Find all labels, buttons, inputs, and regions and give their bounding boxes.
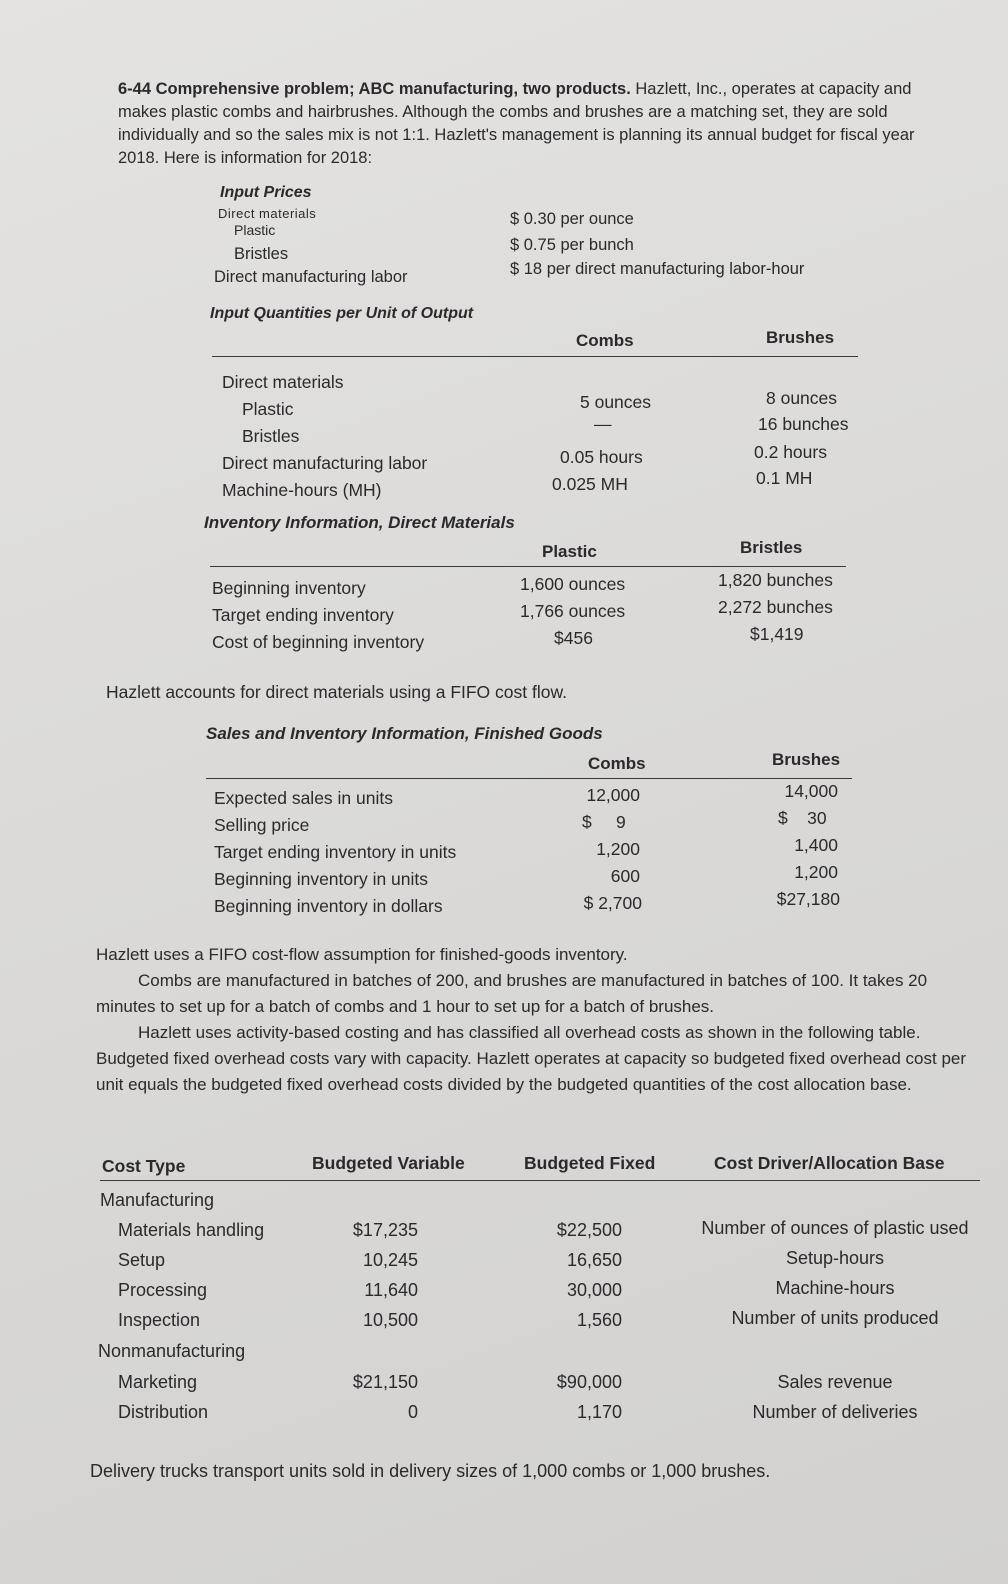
dm-fifo-note: Hazlett accounts for direct materials using a FIFO cost flow. xyxy=(106,682,568,702)
price-label-bristles: Bristles xyxy=(234,245,289,263)
fg-label-begin-dollars: Beginning inventory in dollars xyxy=(214,896,443,916)
iq-combs-plastic: 5 ounces xyxy=(580,392,652,412)
fg-rule xyxy=(206,778,852,779)
dm-label-cost: Cost of beginning inventory xyxy=(212,632,425,652)
oh-driver-distribution: Number of deliveries xyxy=(752,1402,918,1422)
oh-fixed-materials-handling: $22,500 xyxy=(556,1220,622,1240)
iq-label-plastic: Plastic xyxy=(242,399,294,419)
fg-title: Sales and Inventory Information, Finished Goods xyxy=(206,724,603,743)
iq-combs-machine-hours: 0.025 MH xyxy=(552,474,628,494)
oh-row-manufacturing: Manufacturing xyxy=(100,1190,215,1210)
iq-brushes-labor: 0.2 hours xyxy=(754,442,827,462)
intro-paragraph xyxy=(118,78,948,170)
price-value-bristles: $ 0.75 per bunch xyxy=(510,236,634,254)
paragraph-2: Combs are manufactured in batches of 200, and brushes are manufactured in batches of 100. It takes 20 minutes to set up for a batch of combs and 1 hour to set up for a batch of brushes. xyxy=(96,971,928,1016)
paragraph-3: Hazlett uses activity-based costing and has classified all overhead costs as shown in the following table. Budgeted fixed overhead costs vary with capacity. Hazlett operates at capacity so budgeted fixed overhead cost per unit equals the budgeted fixed overhead costs divided by the budgeted quantities of the cost allocation base. xyxy=(96,1023,967,1094)
dm-bristles-target: 2,272 bunches xyxy=(718,597,833,617)
oh-header-fixed: Budgeted Fixed xyxy=(524,1153,656,1173)
fg-brushes-begin-dollars: $27,180 xyxy=(776,889,840,909)
iq-brushes-machine-hours: 0.1 MH xyxy=(756,468,813,488)
oh-fixed-inspection: 1,560 xyxy=(576,1310,622,1330)
dm-label-target: Target ending inventory xyxy=(212,605,394,625)
oh-variable-inspection: 10,500 xyxy=(362,1310,418,1330)
dm-bristles-cost: $1,419 xyxy=(750,624,804,644)
oh-fixed-setup: 16,650 xyxy=(566,1250,622,1270)
iq-label-direct-materials: Direct materials xyxy=(222,372,344,392)
iq-brushes-plastic: 8 ounces xyxy=(766,388,838,408)
price-value-labor: $ 18 per direct manufacturing labor-hour xyxy=(510,260,805,278)
fg-brushes-target: 1,400 xyxy=(794,835,838,855)
iq-brushes-bristles: 16 bunches xyxy=(758,414,849,434)
dm-inventory-title: Inventory Information, Direct Materials xyxy=(204,513,515,532)
input-quantities-col-brushes: Brushes xyxy=(766,328,835,347)
input-quantities-rule xyxy=(212,356,858,357)
fg-combs-target: 1,200 xyxy=(596,839,640,859)
oh-type-processing: Processing xyxy=(118,1280,208,1300)
iq-label-labor: Direct manufacturing labor xyxy=(222,453,428,473)
fg-label-price: Selling price xyxy=(214,815,310,835)
oh-driver-processing: Machine-hours xyxy=(775,1278,895,1298)
intro-text: Hazlett, Inc., operates at capacity and makes plastic combs and hairbrushes. Although the combs and brushes are a matching set, they are sold individually and so the sales mix is not 1:1. Hazlett's management is planning its annual budget for fiscal year 2018. Here is information for 2018: xyxy=(118,80,915,167)
iq-label-machine-hours: Machine-hours (MH) xyxy=(222,480,382,500)
oh-header-variable: Budgeted Variable xyxy=(312,1153,465,1173)
input-quantities-col-combs: Combs xyxy=(576,331,634,350)
oh-variable-marketing: $21,150 xyxy=(352,1372,418,1392)
iq-combs-labor: 0.05 hours xyxy=(560,447,643,467)
fg-combs-begin-dollars: $ 2,700 xyxy=(583,893,642,913)
paragraph-1: Hazlett uses a FIFO cost-flow assumption for finished-goods inventory. xyxy=(96,945,628,964)
dm-col-plastic: Plastic xyxy=(542,542,597,561)
fg-combs-begin-units: 600 xyxy=(610,866,640,886)
oh-type-materials-handling: Materials handling xyxy=(118,1220,265,1240)
oh-row-nonmanufacturing: Nonmanufacturing xyxy=(98,1341,246,1361)
input-quantities-title: Input Quantities per Unit of Output xyxy=(210,305,474,322)
oh-variable-distribution: 0 xyxy=(407,1402,418,1422)
dm-col-bristles: Bristles xyxy=(740,538,803,557)
fg-label-begin-units: Beginning inventory in units xyxy=(214,869,429,889)
oh-type-marketing: Marketing xyxy=(118,1372,198,1392)
oh-driver-setup: Setup-hours xyxy=(785,1248,885,1268)
oh-variable-processing: 11,640 xyxy=(364,1280,418,1300)
dm-plastic-beginning: 1,600 ounces xyxy=(520,574,626,594)
dm-rule xyxy=(210,566,846,567)
dm-bristles-beginning: 1,820 bunches xyxy=(718,570,833,590)
delivery-note: Delivery trucks transport units sold in delivery sizes of 1,000 combs or 1,000 brushes. xyxy=(90,1461,771,1481)
fg-label-sales: Expected sales in units xyxy=(214,788,393,808)
fg-label-target: Target ending inventory in units xyxy=(214,842,457,862)
problem-heading: 6-44 Comprehensive problem; ABC manufacturing, two products. xyxy=(118,80,631,98)
fg-brushes-begin-units: 1,200 xyxy=(794,862,838,882)
fg-col-combs: Combs xyxy=(588,754,646,773)
oh-type-setup: Setup xyxy=(118,1250,166,1270)
fg-col-brushes: Brushes xyxy=(772,750,841,769)
price-label-plastic: Plastic xyxy=(234,222,276,238)
oh-type-distribution: Distribution xyxy=(118,1402,209,1422)
oh-header-cost-type: Cost Type xyxy=(102,1156,186,1176)
fg-combs-sales: 12,000 xyxy=(586,785,640,805)
oh-variable-materials-handling: $17,235 xyxy=(352,1220,418,1240)
input-prices-title: Input Prices xyxy=(220,184,312,201)
fg-brushes-price: $ 30 xyxy=(778,808,827,828)
oh-fixed-marketing: $90,000 xyxy=(556,1372,622,1392)
fg-brushes-sales: 14,000 xyxy=(784,781,838,801)
oh-fixed-distribution: 1,170 xyxy=(576,1402,622,1422)
oh-variable-setup: 10,245 xyxy=(362,1250,418,1270)
fg-combs-price: $ 9 xyxy=(582,812,626,832)
oh-rule xyxy=(100,1180,980,1181)
fifo-finished-goods-paragraph xyxy=(96,942,976,1098)
dm-plastic-cost: $456 xyxy=(554,628,593,648)
oh-driver-marketing: Sales revenue xyxy=(777,1372,893,1392)
dm-label-beginning: Beginning inventory xyxy=(212,578,366,598)
oh-driver-inspection: Number of units produced xyxy=(731,1308,939,1328)
iq-label-bristles: Bristles xyxy=(242,426,300,446)
oh-type-inspection: Inspection xyxy=(118,1310,201,1330)
iq-combs-bristles: — xyxy=(594,414,612,434)
input-prices-direct-materials: Direct materials xyxy=(218,206,317,221)
oh-driver-materials-handling: Number of ounces of plastic used xyxy=(701,1218,969,1238)
price-value-plastic: $ 0.30 per ounce xyxy=(510,210,634,228)
dm-plastic-target: 1,766 ounces xyxy=(520,601,626,621)
price-label-labor: Direct manufacturing labor xyxy=(214,268,408,286)
oh-fixed-processing: 30,000 xyxy=(566,1280,622,1300)
oh-header-driver: Cost Driver/Allocation Base xyxy=(714,1153,945,1173)
